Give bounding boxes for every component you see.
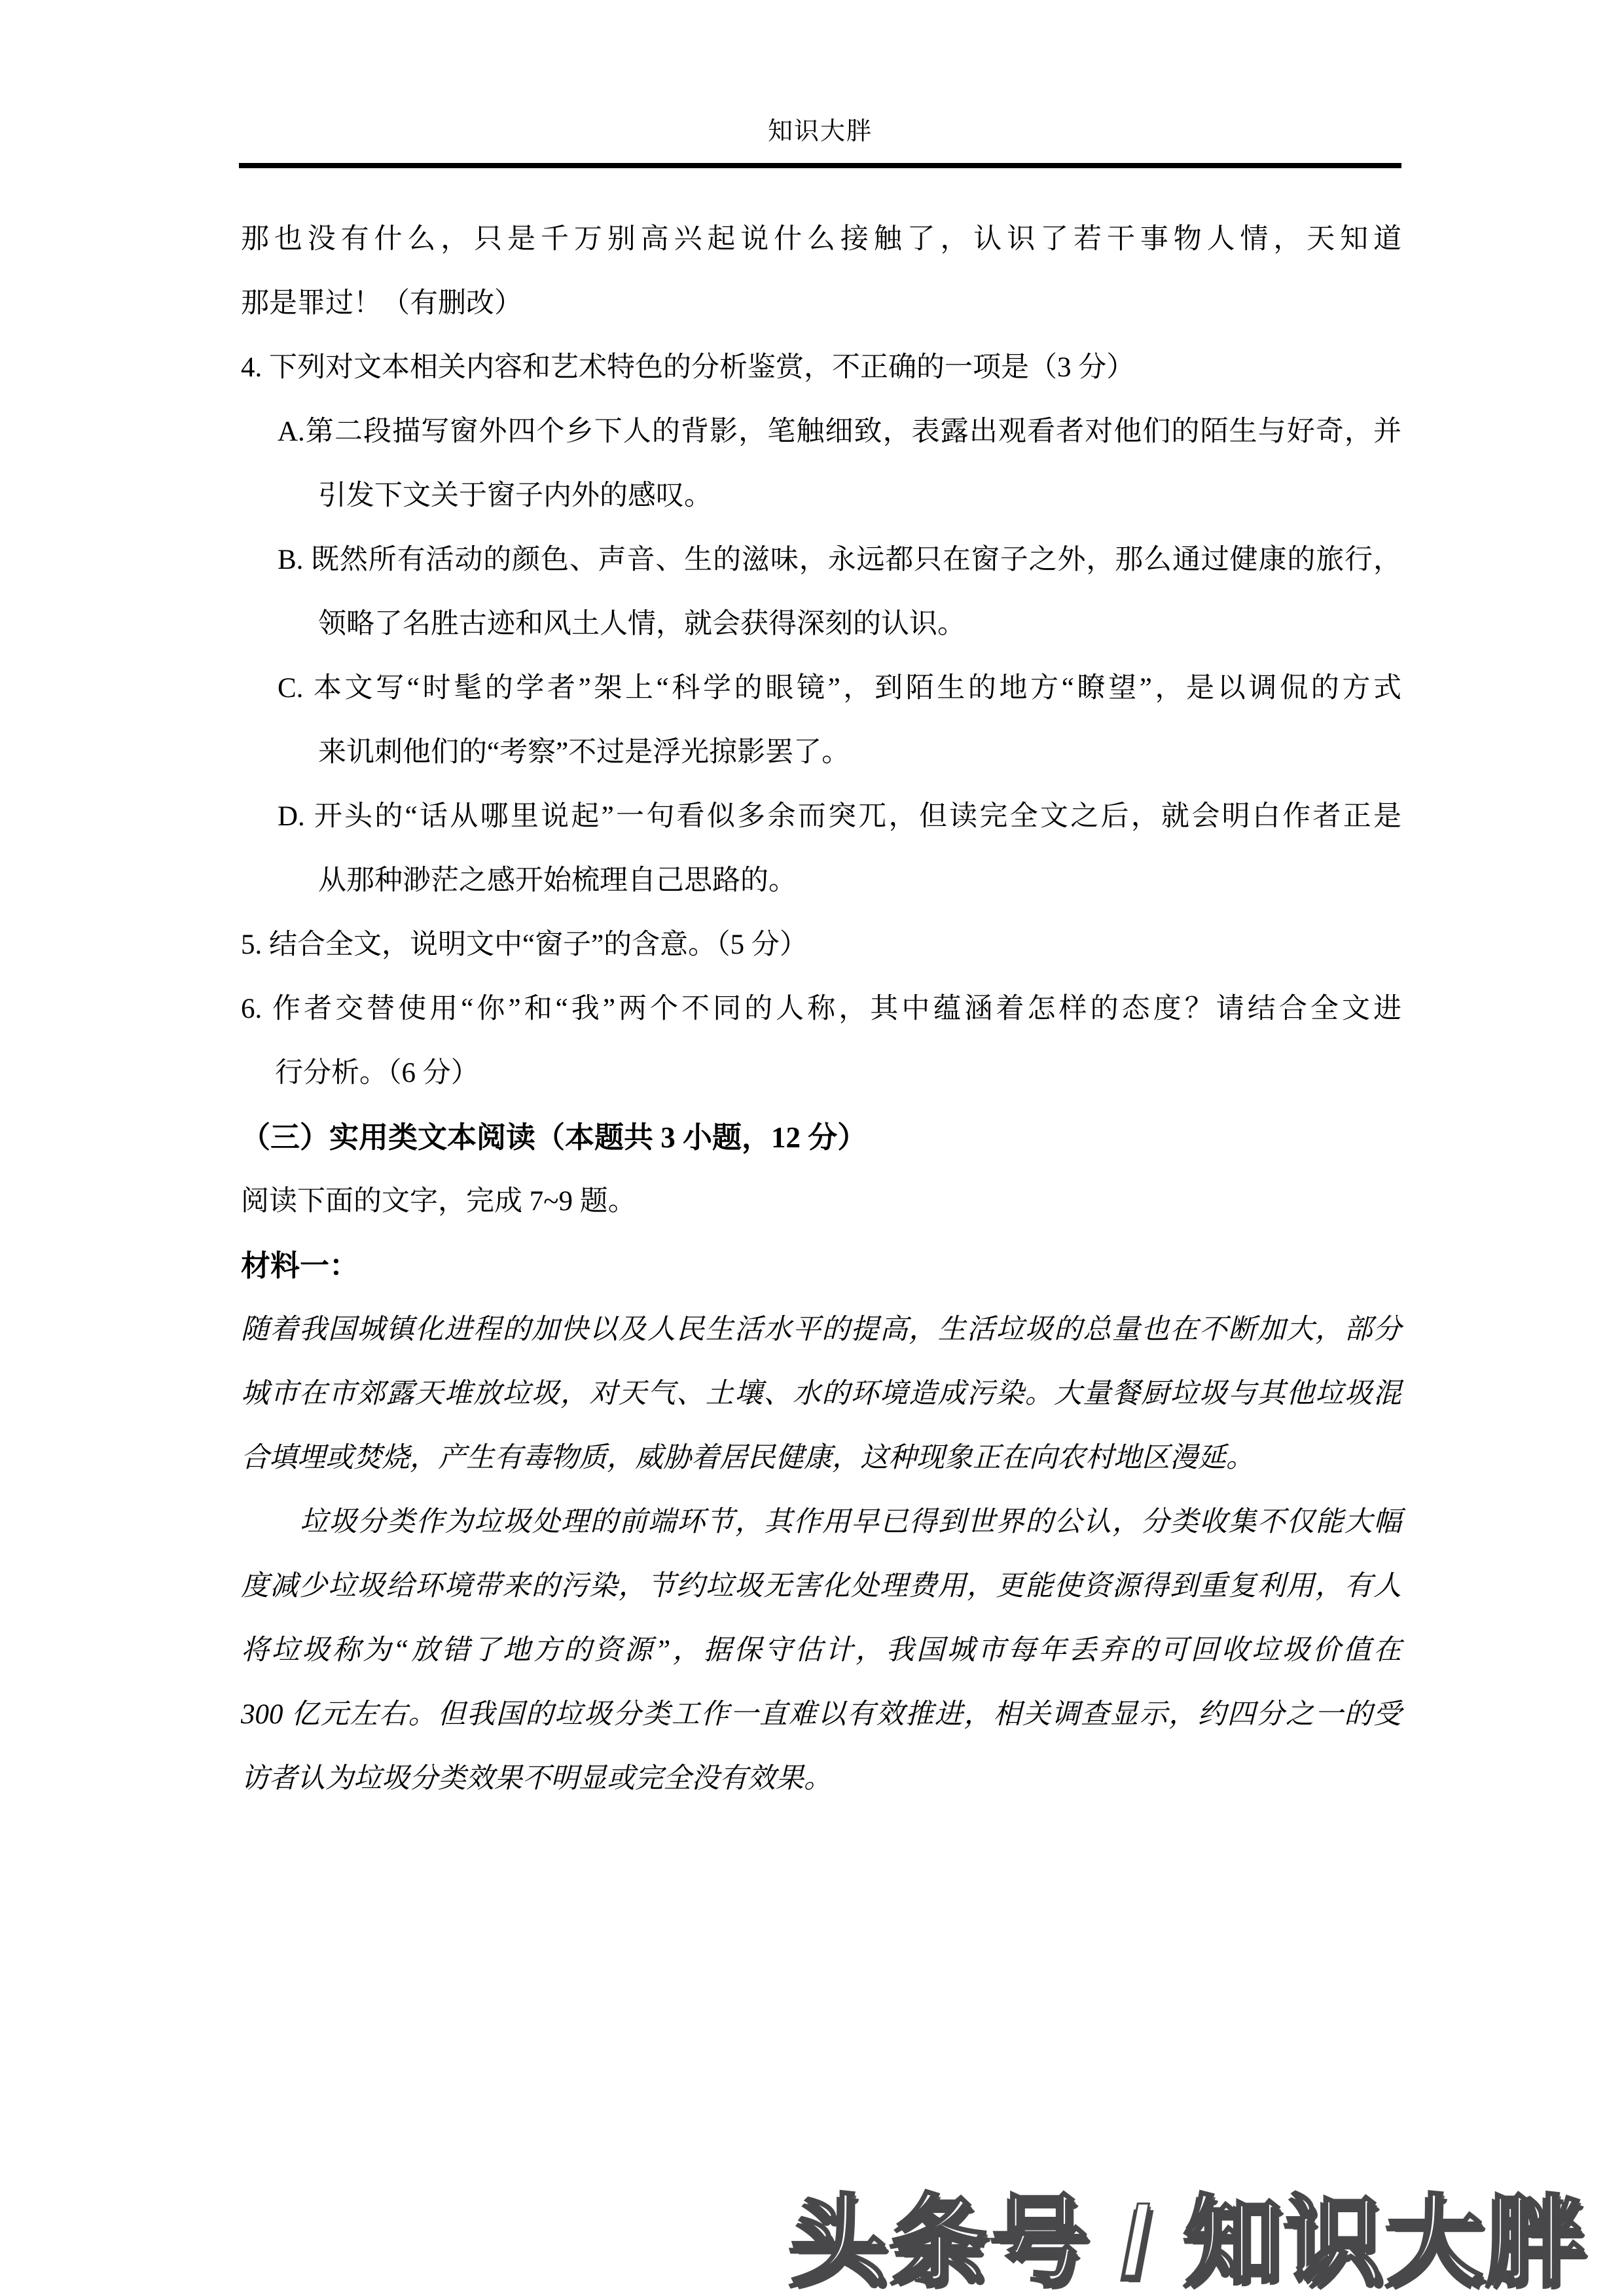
question-6-line-1: 6. 作者交替使用“你”和“我”两个不同的人称，其中蕴涵着怎样的态度？请结合全文进: [241, 994, 1401, 1024]
option-d-line-1: D. 开头的“话从哪里说起”一句看似多余而突兀，但读完全文之后，就会明白作者正是: [278, 801, 1401, 832]
material-1-para-1-line-1: 随着我国城镇化进程的加快以及人民生活水平的提高，生活垃圾的总量也在不断加大，部分: [241, 1314, 1401, 1345]
material-1-para-2-line-3: 将垃圾称为“放错了地方的资源”，据保守估计，我国城市每年丢弃的可回收垃圾价值在: [241, 1635, 1401, 1666]
option-b-line-2: 领略了名胜古迹和风土人情，就会获得深刻的认识。: [318, 609, 965, 639]
material-1-para-1-line-3: 合填埋或焚烧，产生有毒物质，威胁着居民健康，这种现象正在向农村地区漫延。: [241, 1443, 1254, 1473]
option-a-line-1: A.第二段描写窗外四个乡下人的背影，笔触细致，表露出观看者对他们的陌生与好奇，并: [278, 416, 1401, 447]
document-body: [241, 207, 1401, 1811]
material-1-para-2-line-2: 度减少垃圾给环境带来的污染，节约垃圾无害化处理费用，更能使资源得到重复利用，有人: [241, 1571, 1401, 1602]
section-3-heading: （三）实用类文本阅读（本题共 3 小题，12 分）: [241, 1121, 867, 1154]
material-1-para-2-line-1: 垃圾分类作为垃圾处理的前端环节，其作用早已得到世界的公认，分类收集不仅能大幅: [300, 1507, 1401, 1537]
page-header-title: 知识大胖: [767, 118, 873, 145]
material-1-label: 材料一：: [241, 1249, 359, 1282]
material-1-para-2-line-4: 300 亿元左右。但我国的垃圾分类工作一直难以有效推进，相关调查显示，约四分之一的受: [241, 1699, 1401, 1730]
question-4-stem: 4. 下列对文本相关内容和艺术特色的分析鉴赏，不正确的一项是（3 分）: [241, 352, 1135, 383]
option-b-line-1: B. 既然所有活动的颜色、声音、生的滋味，永远都只在窗子之外，那么通过健康的旅行，: [278, 545, 1401, 575]
material-1-para-2-line-5: 访者认为垃圾分类效果不明显或完全没有效果。: [241, 1763, 832, 1794]
reading-instruction: 阅读下面的文字，完成 7~9 题。: [241, 1186, 636, 1217]
option-d-line-2: 从那种渺茫之感开始梳理自己思路的。: [318, 865, 797, 896]
option-c-line-1: C. 本文写“时髦的学者”架上“科学的眼镜”，到陌生的地方“瞭望”，是以调侃的方式: [278, 673, 1401, 704]
option-a-line-2: 引发下文关于窗子内外的感叹。: [318, 480, 712, 511]
header-divider-rule: [239, 163, 1401, 168]
material-1-para-1-line-2: 城市在市郊露天堆放垃圾，对天气、土壤、水的环境造成污染。大量餐厨垃圾与其他垃圾混: [241, 1378, 1401, 1409]
essay-closing-line-2: 那是罪过！（有删改）: [241, 288, 522, 319]
option-c-line-2: 来讥刺他们的“考察”不过是浮光掠影罢了。: [318, 737, 850, 768]
question-5: 5. 结合全文，说明文中“窗子”的含意。（5 分）: [241, 929, 808, 960]
question-6-line-2: 行分析。（6 分）: [275, 1058, 479, 1088]
essay-closing-line-1: 那也没有什么，只是千万别高兴起说什么接触了，认识了若干事物人情，天知道: [241, 224, 1401, 255]
toutiao-watermark: 头条号 / 知识大胖: [789, 2187, 1588, 2295]
